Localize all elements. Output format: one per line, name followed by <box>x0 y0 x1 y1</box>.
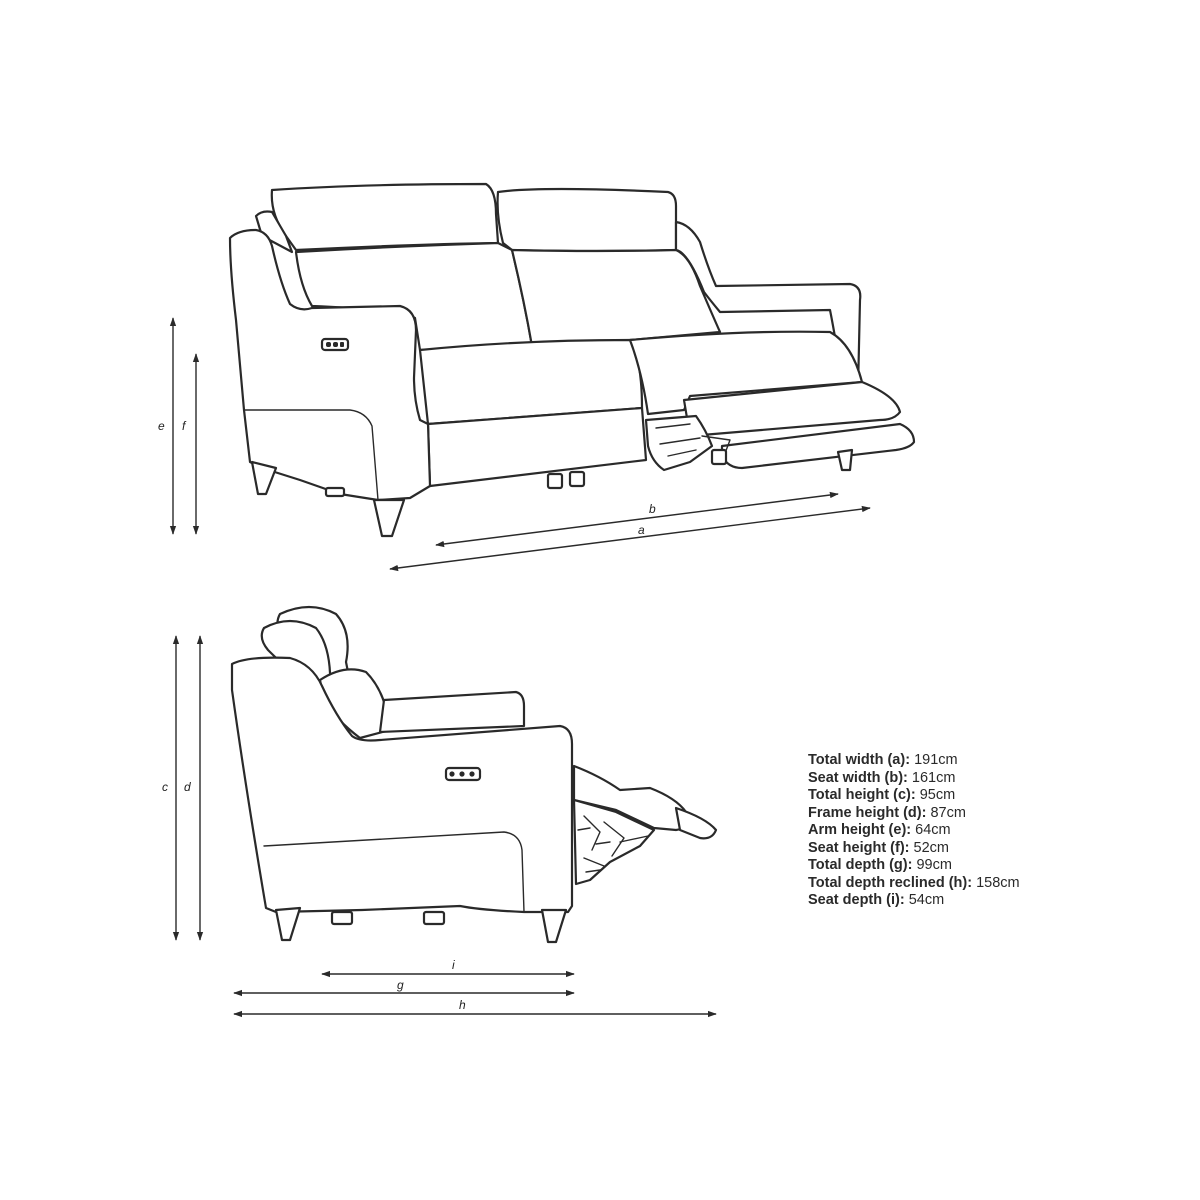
spec-value: 95cm <box>919 787 956 803</box>
spec-value: 158cm <box>976 874 1020 891</box>
spec-value: 99cm <box>916 857 952 873</box>
side-footrest-end <box>676 808 716 838</box>
dimension-label-h: h <box>459 998 466 1012</box>
side-leg-front <box>542 910 566 942</box>
front-foot-3 <box>712 450 726 464</box>
spec-label: Seat width (b): <box>808 769 908 786</box>
spec-value: 161cm <box>911 769 956 786</box>
spec-row <box>808 840 1108 858</box>
right-back-cushion <box>498 189 676 251</box>
dimension-label-d: d <box>184 780 191 794</box>
recliner-mechanism <box>646 416 712 470</box>
front-right-leg <box>838 450 852 470</box>
right-back-lower <box>512 250 720 346</box>
front-foot-1 <box>548 474 562 488</box>
spec-label: Total width (a): <box>808 752 911 768</box>
spec-value: 87cm <box>930 804 966 821</box>
spec-value: 64cm <box>915 822 951 838</box>
spec-label: Arm height (e): <box>808 822 912 838</box>
dimension-label-a: a <box>638 523 645 537</box>
spec-row <box>808 875 1108 893</box>
dimension-label-g: g <box>397 978 404 992</box>
spec-row <box>808 857 1108 875</box>
recline-button-2 <box>333 342 338 347</box>
specifications-list <box>808 752 1108 910</box>
front-foot-4 <box>326 488 344 496</box>
front-left-leg-back <box>252 462 276 494</box>
spec-row <box>808 805 1108 823</box>
dimension-line-a <box>390 508 870 569</box>
side-leg-back <box>276 908 300 940</box>
dimension-label-i: i <box>452 958 455 972</box>
front-foot-2 <box>570 472 584 486</box>
spec-value: 52cm <box>913 839 949 856</box>
spec-row <box>808 892 1108 910</box>
left-back-cushion <box>272 184 498 250</box>
recline-button-3 <box>340 342 344 347</box>
spec-row <box>808 822 1108 840</box>
spec-row <box>808 752 1108 770</box>
spec-label: Frame height (d): <box>808 804 927 821</box>
spec-value: 191cm <box>914 752 958 768</box>
spec-label: Total height (c): <box>808 787 916 803</box>
spec-row <box>808 770 1108 788</box>
spec-label: Total depth (g): <box>808 857 913 873</box>
spec-label: Seat depth (i): <box>808 892 905 908</box>
side-foot-1 <box>332 912 352 924</box>
sofa-front-view <box>230 184 914 536</box>
front-left-leg-front <box>374 500 404 536</box>
spec-row <box>808 787 1108 805</box>
dimension-label-c: c <box>162 780 168 794</box>
side-foot-2 <box>424 912 444 924</box>
spec-label: Total depth reclined (h): <box>808 874 973 891</box>
sofa-side-view <box>232 607 716 942</box>
side-back-frame <box>380 692 524 732</box>
spec-value: 54cm <box>908 892 945 908</box>
dimension-label-b: b <box>649 502 656 516</box>
dimension-label-f: f <box>182 419 186 433</box>
dimension-label-e: e <box>158 419 165 433</box>
recline-button-1 <box>326 342 331 347</box>
spec-label: Seat height (f): <box>808 839 910 856</box>
